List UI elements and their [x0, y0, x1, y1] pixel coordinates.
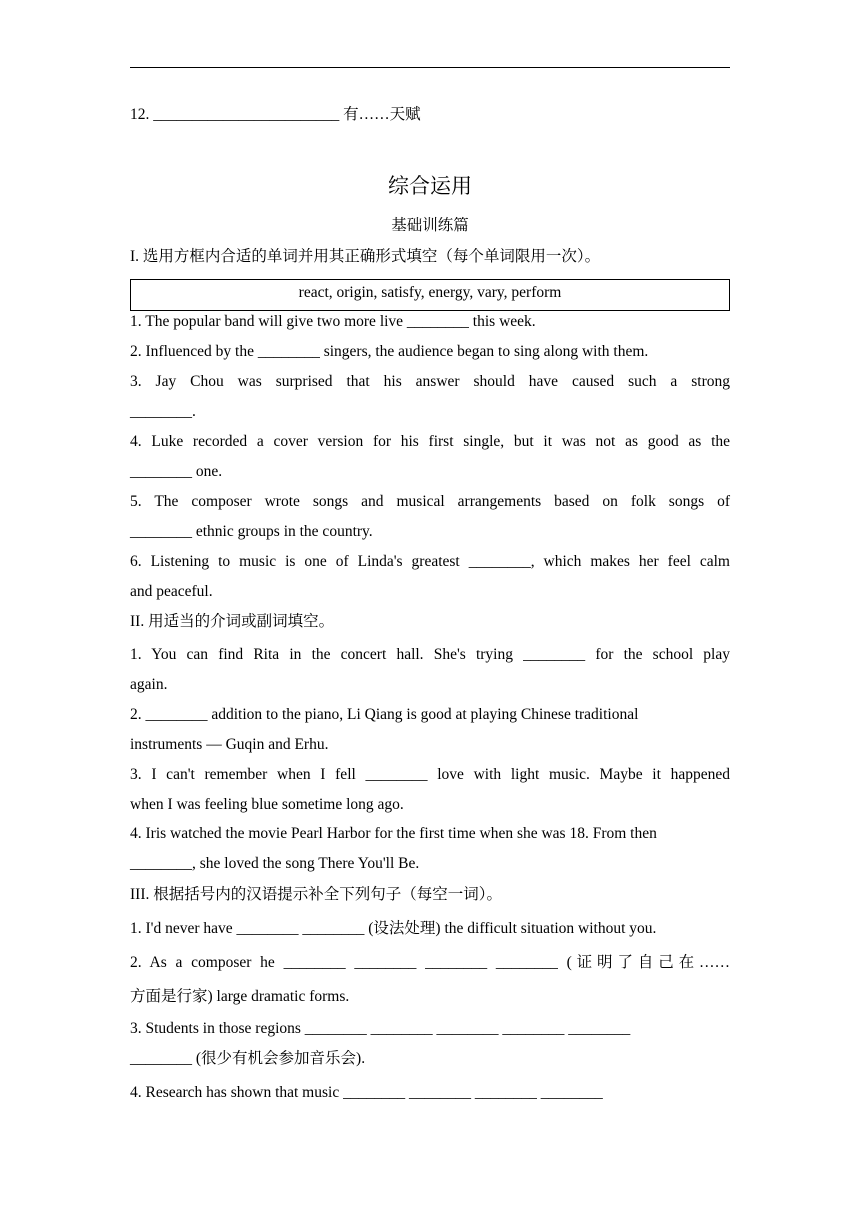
part1-question-4-line2: ________ one. [130, 463, 223, 480]
part3-question-1: 1. I'd never have ________ ________ (设法处理) the difficult situation without you. [130, 920, 657, 937]
part1-question-3-line2: ________. [130, 403, 196, 420]
part1-question-6-line1: 6. Listening to music is one of Linda's greatest ________, which makes her feel calm [130, 553, 730, 570]
part2-instruction: II. 用适当的介词或副词填空。 [130, 613, 335, 630]
part3-question-4: 4. Research has shown that music ________ ________ ________ ________ [130, 1084, 603, 1101]
part2-question-3-line2: when I was feeling blue sometime long ago. [130, 796, 404, 813]
part1-question-2: 2. Influenced by the ________ singers, the audience began to sing along with them. [130, 343, 649, 360]
part1-question-5-line2: ________ ethnic groups in the country. [130, 523, 373, 540]
part3-question-3-line1: 3. Students in those regions ________ ________ ________ ________ ________ [130, 1020, 631, 1037]
part3-instruction: III. 根据括号内的汉语提示补全下列句子（每空一词）。 [130, 886, 502, 903]
part2-question-1-line1: 1. You can find Rita in the concert hall. She's trying ________ for the school play [130, 646, 730, 663]
part2-question-4-line2: ________, she loved the song There You'll Be. [130, 855, 420, 872]
part2-question-3-line1: 3. I can't remember when I fell ________ love with light music. Maybe it happened [130, 766, 730, 783]
section-title: 综合运用 [388, 174, 472, 198]
part2-question-4-line1: 4. Iris watched the movie Pearl Harbor for the first time when she was 18. From then [130, 825, 657, 842]
part1-question-1: 1. The popular band will give two more live ________ this week. [130, 313, 536, 330]
part1-question-4-line1: 4. Luke recorded a cover version for his first single, but it was not as good as the [130, 433, 730, 450]
part3-question-2-line1: 2. As a composer he ________ ________ ________ ________ (证明了自己在…… [130, 954, 730, 971]
part1-question-5-line1: 5. The composer wrote songs and musical arrangements based on folk songs of [130, 493, 730, 510]
part2-question-2-line1: 2. ________ addition to the piano, Li Qiang is good at playing Chinese traditional [130, 706, 639, 723]
part1-instruction: I. 选用方框内合适的单词并用其正确形式填空（每个单词限用一次）。 [130, 248, 601, 265]
item-12: 12. ________________________ 有……天赋 [130, 106, 421, 123]
top-rule [130, 67, 730, 68]
part2-question-1-line2: again. [130, 676, 168, 693]
word-box [130, 279, 730, 311]
part1-question-6-line2: and peaceful. [130, 583, 213, 600]
part3-question-2-line2: 方面是行家) large dramatic forms. [130, 988, 350, 1005]
part3-question-3-line2: ________ (很少有机会参加音乐会). [130, 1050, 366, 1067]
word-box-text: react, origin, satisfy, energy, vary, perform [298, 284, 562, 301]
section-subtitle: 基础训练篇 [391, 217, 469, 234]
part1-question-3-line1: 3. Jay Chou was surprised that his answer should have caused such a strong [130, 373, 730, 390]
part2-question-2-line2: instruments — Guqin and Erhu. [130, 736, 329, 753]
